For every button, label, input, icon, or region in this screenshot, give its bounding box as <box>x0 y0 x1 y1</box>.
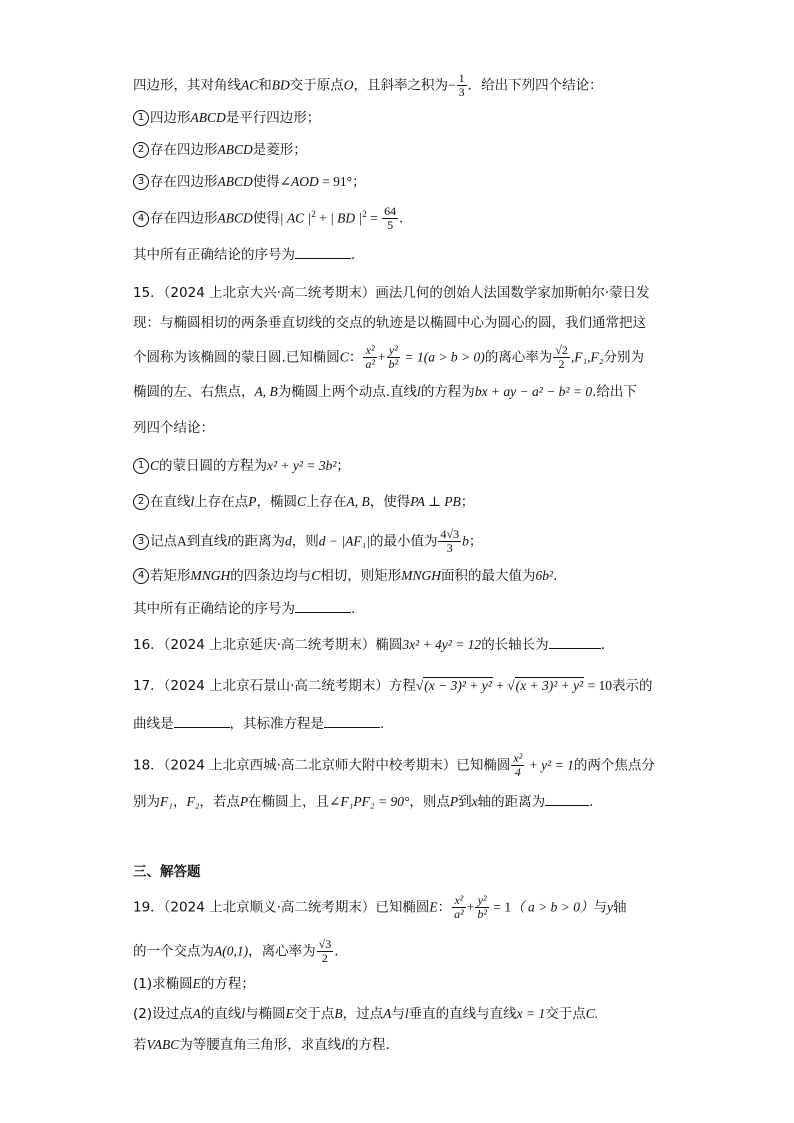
text: ．给出下列四个结论： <box>467 77 603 94</box>
text: 的方程. <box>345 1037 390 1053</box>
text: 其中所有正确结论的序号为 <box>133 601 295 617</box>
math-c: C <box>150 458 160 473</box>
math-f1: F₁ <box>160 794 173 809</box>
text: 的直线 <box>200 1006 242 1022</box>
fraction-denominator: 2 <box>321 951 328 965</box>
fraction-numerator: x² <box>363 344 377 358</box>
text: 存在四边形 <box>150 210 218 227</box>
text: 交于点 <box>293 1006 335 1022</box>
text: 的离心率为 <box>484 349 553 366</box>
text: ： <box>348 349 363 366</box>
fraction-denominator: 4 <box>514 765 521 779</box>
fraction-x2-a2 <box>452 894 466 921</box>
q14-conclusion-2 <box>133 140 307 160</box>
text: ，若点 <box>199 794 240 810</box>
math-c: C <box>339 349 349 365</box>
q15-answer-line <box>133 598 355 619</box>
fraction-numerator: y² <box>387 344 401 358</box>
text: 若矩形 <box>150 568 191 584</box>
text: 到直线 <box>186 533 228 550</box>
q15-line-3 <box>133 344 644 371</box>
circled-number: 2 <box>133 142 149 158</box>
sqrt-2: √(x + 3)² + y² <box>507 678 584 693</box>
math-p: P <box>449 794 459 809</box>
fraction-denominator: 5 <box>387 218 394 232</box>
q15-conclusion-4 <box>133 566 557 586</box>
fraction-denominator: 3 <box>458 85 465 99</box>
math-abcd: ABCD <box>190 110 226 125</box>
text: 18．（2024 上北京西城·高二北京师大附中校考期末）已知椭圆 <box>133 757 511 774</box>
text: ，则 <box>291 533 319 550</box>
math-equation: 3x² + 4y² = 12 <box>402 637 482 652</box>
text: 上存在 <box>306 494 347 510</box>
math-p: P <box>239 794 249 809</box>
fraction-x2-4 <box>511 752 524 779</box>
math-equation: x² + y² = 3b² <box>267 458 337 473</box>
plus-sign: + <box>315 210 331 226</box>
text: 的一个交点为 <box>133 943 214 960</box>
text: 交于原点 <box>289 77 344 94</box>
equals-sign: = <box>366 210 382 226</box>
fraction-y2-b2 <box>387 344 401 371</box>
fraction-numerator: 1 <box>458 71 465 85</box>
text: ，过点 <box>342 1006 384 1022</box>
answer-blank[interactable] <box>549 634 601 649</box>
fraction-numerator: √2 <box>555 343 568 357</box>
eccentricity-fraction <box>317 938 334 965</box>
radicand: (x − 3)² + y² <box>424 678 492 693</box>
q19-part-2-cont <box>133 1035 390 1055</box>
math-ab: A, B <box>346 494 370 509</box>
math-value: 6b² <box>535 568 554 583</box>
q17-line-2 <box>133 713 384 734</box>
text: 的方程； <box>200 976 255 992</box>
math-condition: （ a > b > 0） <box>511 899 594 915</box>
text: (1)求椭圆 <box>133 976 193 992</box>
text: 交于点 <box>545 1006 586 1022</box>
text: 与 <box>593 899 607 916</box>
text: 为椭圆上两个动点.直线 <box>277 384 418 400</box>
q14-stem-line <box>133 72 603 99</box>
text: ． <box>351 247 365 263</box>
math-bd-abs: | BD | <box>330 210 363 226</box>
fraction-denominator: a² <box>454 907 464 921</box>
text: ，且斜率之积为 <box>353 77 449 94</box>
math-line-equation: bx + ay − a² − b² = 0 <box>474 384 593 399</box>
math-c: C <box>311 568 321 583</box>
circled-number: 1 <box>133 110 149 126</box>
text: 相切，则矩形 <box>320 568 402 584</box>
text: 表示的 <box>612 678 653 694</box>
text: 在椭圆上，且 <box>248 794 330 810</box>
fraction-numerator: x² <box>452 894 466 908</box>
text: 个圆称为该椭圆的蒙日圆.已知椭圆 <box>133 349 340 366</box>
q15-conclusion-2 <box>133 492 474 512</box>
q18-line-1 <box>133 752 655 779</box>
fraction-numerator: 64 <box>384 204 397 218</box>
section-title: 三、解答题 <box>133 864 201 880</box>
math-mngh: MNGH <box>190 568 231 583</box>
q15-line-1 <box>133 283 650 303</box>
text: ． <box>600 637 615 653</box>
math-l: l <box>227 533 232 549</box>
fraction <box>382 205 398 232</box>
math-ac: AC <box>241 77 259 93</box>
answer-blank[interactable] <box>295 598 351 613</box>
text: 17．（2024 上北京石景山·高二统考期末）方程 <box>133 678 416 694</box>
text: . <box>334 943 339 960</box>
text: 的最小值为 <box>369 533 438 550</box>
text: 的距离为 <box>231 533 286 550</box>
text: 是菱形； <box>252 142 307 158</box>
text: ． <box>399 210 413 227</box>
text: 面积的最大值为 <box>441 568 536 584</box>
fraction-denominator: 2 <box>558 357 565 371</box>
math-angle: ∠F₁PF₂ = 90° <box>329 794 410 809</box>
answer-blank[interactable] <box>324 713 380 728</box>
text: 的长轴长为 <box>481 637 549 653</box>
fraction <box>438 528 461 555</box>
text: ，离心率为 <box>248 943 316 960</box>
math-point: A(0,1) <box>214 943 249 959</box>
math-equation: x = 1 <box>516 1006 546 1021</box>
text: 与 <box>391 1006 405 1022</box>
math-expression: d − |AF₁| <box>318 533 370 549</box>
q14-conclusion-1 <box>133 108 320 128</box>
math-l: l <box>417 384 421 399</box>
q15-conclusion-1 <box>133 456 350 476</box>
circled-number: 4 <box>133 211 149 227</box>
circled-number: 3 <box>133 534 149 550</box>
circled-number: 3 <box>133 174 149 190</box>
math-abcd: ABCD <box>217 174 253 189</box>
math-e: E <box>429 899 438 915</box>
circled-number: 4 <box>133 568 149 584</box>
q18-line-2 <box>133 791 603 812</box>
radicand: (x + 3)² + y² <box>515 678 584 693</box>
text: 轴的距离为 <box>477 794 546 810</box>
text: 记点 <box>150 533 177 550</box>
math-bd: BD <box>271 77 290 93</box>
text: 其中所有正确结论的序号为 <box>133 247 295 263</box>
math-value: = 10 <box>584 678 613 693</box>
text: ，则点 <box>409 794 450 810</box>
math-foci: ,F₁,F₂ <box>570 349 604 365</box>
text: 别为 <box>133 794 160 810</box>
text: 现：与椭圆相切的两条垂直切线的交点的轨迹是以椭圆中心为圆心的圆，我们通常把这 <box>133 315 646 331</box>
fraction-numerator: 4√3 <box>440 527 460 541</box>
text: 的方程为 <box>420 384 475 400</box>
text: 列四个结论： <box>133 420 214 436</box>
sqrt-1: √(x − 3)² + y² <box>415 678 492 693</box>
fraction-numerator: y² <box>475 894 489 908</box>
text: . <box>351 601 356 617</box>
text: 使得 <box>252 174 280 190</box>
text: ： <box>437 899 452 916</box>
answer-blank[interactable] <box>174 713 230 728</box>
text: 和 <box>258 77 272 94</box>
q14-conclusion-3 <box>133 172 366 192</box>
answer-blank[interactable] <box>545 791 589 806</box>
text: 上存在点 <box>194 494 249 510</box>
plus-sign: + <box>466 899 475 915</box>
fraction-denominator: 3 <box>446 541 453 555</box>
math-ac-abs: | AC | <box>279 210 312 226</box>
text: 使得 <box>252 210 280 227</box>
text: ； <box>352 174 366 190</box>
text: (2)设过点 <box>133 1006 193 1022</box>
math-l: l <box>241 1006 246 1021</box>
math-c: C. <box>585 1006 599 1021</box>
math-l: l <box>341 1037 346 1052</box>
q15-line-4 <box>133 382 637 402</box>
math-a: A <box>177 533 187 549</box>
text: 存在四边形 <box>150 142 218 158</box>
text: 为等腰直角三角形，求直线 <box>179 1037 342 1053</box>
math-a: A <box>383 1006 392 1021</box>
text: 存在四边形 <box>150 174 218 190</box>
fraction-numerator: x² <box>513 751 523 765</box>
math-o: O <box>343 77 354 93</box>
text: ，椭圆 <box>256 494 298 510</box>
math-abcd: ABCD <box>217 210 253 226</box>
q19-part-2 <box>133 1004 598 1024</box>
math-f2: F₂ <box>186 794 200 809</box>
text: 的四条边均与 <box>230 568 312 584</box>
q14-conclusion-4 <box>133 204 413 232</box>
math-a: A <box>192 1006 201 1021</box>
text: ． <box>589 794 603 810</box>
math-value: = 91° <box>318 174 353 189</box>
fraction-denominator: a² <box>365 357 375 371</box>
q19-line-2 <box>133 938 339 965</box>
text: ，其标准方程是 <box>229 716 324 732</box>
text: 曲线是 <box>133 716 174 732</box>
math-angle: ∠AOD <box>279 174 319 189</box>
q15-line-2 <box>133 313 646 333</box>
text: ，使得 <box>369 494 411 510</box>
math-l: l <box>404 1006 409 1021</box>
plus-sign: + <box>377 349 386 365</box>
math-b: B <box>334 1006 343 1021</box>
text: 椭圆的左、右焦点， <box>133 384 255 400</box>
text: 与椭圆 <box>245 1006 286 1022</box>
answer-blank[interactable] <box>295 244 351 259</box>
text: 轴 <box>612 899 627 916</box>
text: .给出下 <box>592 384 637 400</box>
q16-line <box>133 634 614 655</box>
math-b: b <box>462 533 469 549</box>
math-x: x <box>471 794 478 809</box>
math-abcd: ABCD <box>217 142 253 157</box>
math-condition: = 1(a > b > 0) <box>401 349 485 365</box>
fraction-denominator: b² <box>388 357 399 371</box>
q14-answer-line <box>133 244 365 265</box>
q15-line-5 <box>133 418 214 438</box>
text: 16．（2024 上北京延庆·高二统考期末）椭圆 <box>133 637 403 653</box>
exponent: 2 <box>311 209 316 219</box>
section-heading <box>133 862 201 882</box>
fraction-y2-b2 <box>475 894 489 921</box>
fraction-x2-a2 <box>363 344 377 371</box>
text: ， <box>172 794 187 810</box>
circled-number: 1 <box>133 458 149 474</box>
fraction-denominator: b² <box>477 907 487 921</box>
math-l: l <box>190 494 195 509</box>
exponent: 2 <box>362 209 367 219</box>
text: . <box>380 716 385 732</box>
q19-line-1 <box>133 894 626 921</box>
fraction-numerator: √3 <box>318 937 332 951</box>
math-triangle: VABC <box>146 1037 180 1052</box>
text: . <box>553 568 558 584</box>
text: 四边形 <box>150 110 191 126</box>
text: ； <box>468 533 483 550</box>
eccentricity-fraction <box>553 344 570 371</box>
math-equation: = 1 <box>489 899 512 915</box>
math-y: y <box>606 899 613 915</box>
text: ； <box>460 494 475 510</box>
math-p: P <box>248 494 257 509</box>
text: 到 <box>458 794 472 810</box>
math-ab: A, B <box>254 384 278 399</box>
math-e: E <box>285 1006 294 1021</box>
text: 15．（2024 上北京大兴·高二统考期末）画法几何的创始人法国数学家加斯帕尔·蒙日发 <box>133 285 650 301</box>
text: ； <box>336 458 350 474</box>
math-mngh: MNGH <box>401 568 442 583</box>
text: 若 <box>133 1037 147 1053</box>
plus-sign: + <box>492 678 508 693</box>
math-e: E <box>192 976 201 991</box>
circled-number: 2 <box>133 494 149 510</box>
text: 的两个焦点分 <box>573 757 655 774</box>
math-perpendicular: PA ⊥ PB <box>410 494 461 509</box>
text: 的蒙日圆的方程为 <box>159 458 268 474</box>
q19-part-1 <box>133 974 255 994</box>
math-equation: + y² = 1 <box>525 757 574 773</box>
slope-fraction <box>457 72 467 99</box>
q15-conclusion-3 <box>133 528 482 555</box>
text: 是平行四边形； <box>225 110 321 126</box>
text: 四边形，其对角线 <box>133 77 241 94</box>
text: 在直线 <box>150 494 191 510</box>
text: 19．（2024 上北京顺义·高二统考期末）已知椭圆 <box>133 899 430 916</box>
math-d: d <box>285 533 292 549</box>
minus-sign: − <box>448 77 456 93</box>
text: 分别为 <box>603 349 644 366</box>
q17-line-1 <box>133 676 653 696</box>
math-c: C <box>297 494 307 509</box>
text: 垂直的直线与直线 <box>408 1006 517 1022</box>
